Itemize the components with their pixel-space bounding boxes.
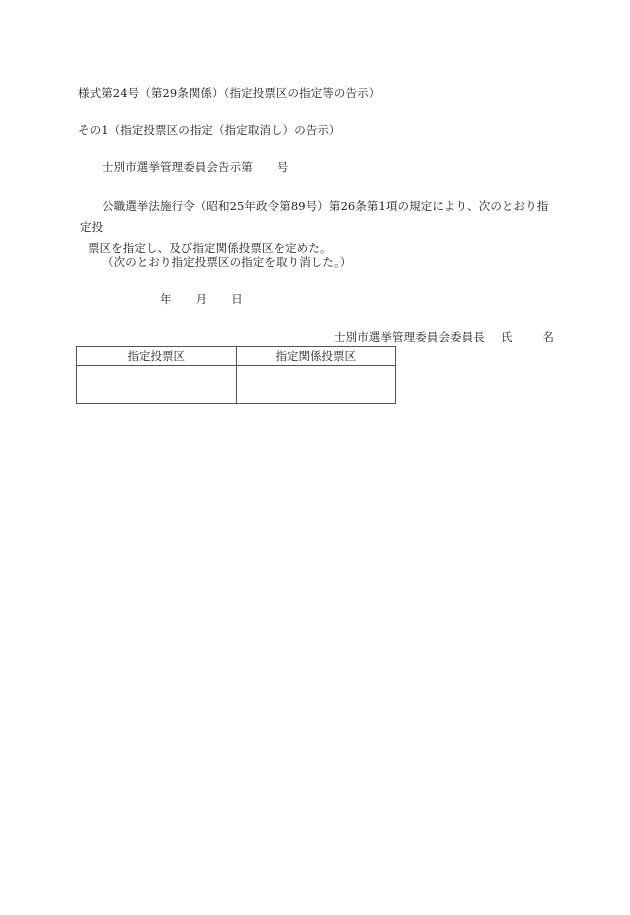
notice-number-line	[102, 159, 288, 175]
notice-prefix: 士別市選挙管理委員会告示第	[102, 160, 253, 174]
header-related-district: 指定関係投票区	[236, 347, 396, 366]
cell-related-district	[236, 366, 396, 404]
signature-mei: 名	[542, 330, 555, 344]
table-header-row	[77, 347, 396, 366]
table-row	[77, 366, 396, 404]
signature-line	[334, 329, 554, 345]
notice-suffix: 号	[276, 160, 289, 174]
header-designated-district: 指定投票区	[77, 347, 237, 366]
form-title: 様式第24号（第29条関係）（指定投票区の指定等の告示）	[78, 86, 381, 100]
date-year: 年	[160, 292, 172, 306]
signature-shi: 氏	[500, 330, 513, 344]
body-paragraph	[80, 196, 558, 259]
alternate-clause: （次のとおり指定投票区の指定を取り消した。）	[102, 255, 352, 269]
section-title: その1（指定投票区の指定（指定取消し）の告示）	[78, 123, 341, 137]
signature-title: 士別市選挙管理委員会委員長	[334, 330, 485, 344]
cell-designated-district	[77, 366, 237, 404]
body-line-2: 票区を指定し、及び指定関係投票区を定めた。	[88, 241, 332, 255]
body-line-1: 公職選挙法施行令（昭和25年政令第89号）第26条第1項の規定により、次のとおり指定投	[80, 199, 549, 234]
date-month: 月	[195, 292, 208, 306]
designation-table	[76, 346, 396, 404]
date-line	[160, 291, 243, 307]
date-day: 日	[231, 292, 243, 306]
